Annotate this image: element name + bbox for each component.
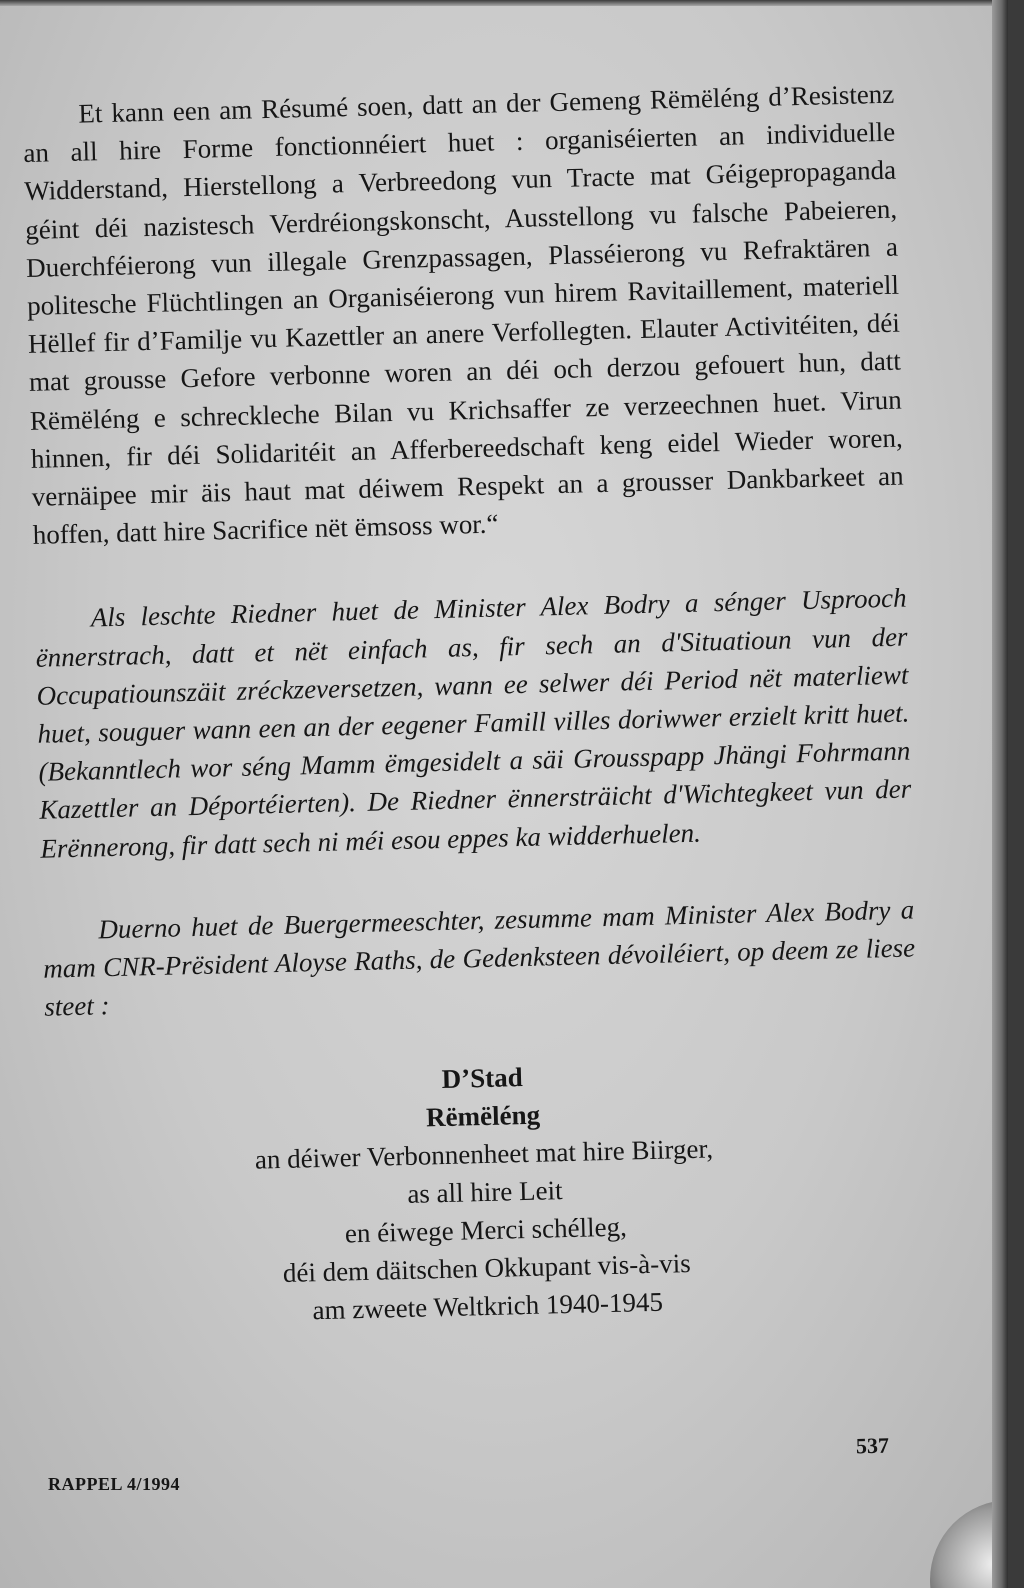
inscription-line: as all hire Leit: [406, 1175, 563, 1210]
inscription-line-town: D’Stad: [441, 1062, 523, 1095]
page-right-edge: [992, 0, 1008, 1588]
publication-source: RAPPEL 4/1994: [48, 1474, 181, 1494]
memorial-inscription: [46, 1049, 924, 1336]
page-top-edge: [0, 0, 1008, 6]
paragraph-resume: Et kann een am Résumé soen, datt an der Gemeng Rëmëléng d’Resistenz an all hire Forme fonctionnéiert huet : organiséierten an individuelle Widderstand, Hierstellong a Verbreedong vun Tracte mat Géigepropaganda géint déi nazistesch Verdréiongskonscht, Ausstellong vu falsche Pabeieren, Duerchféierong vun illegale Grenzpassagen, Plasséierong vu Refraktären a politesche Flüchtlingen an Organiséierong vun hirem Ravitaillement, materiell Hëllef fir d’Familje vu Kazettler an anere Verfollegten. Elauter Activitéiten, déi mat grousse Gefore verbonne woren an déi och derzou gefouert hun, datt Rëmëléng e schreckleche Bilan vu Krichsaffer ze verzeechnen huet. Virun hinnen, fir déi Solidaritéit an Afferbereedschaft keng eidel Wieder woren, vernäipee mir äis haut mat déiwem Respekt an a grousser Dankbarkeet an hoffen, datt hire Sacrifice nët ëmsoss wor.“: [23, 78, 904, 551]
inscription-line: am zweete Weltkrich 1940-1945: [312, 1287, 664, 1326]
paragraph-unveiling: Duerno huet de Buergermeeschter, zesumme mam Minister Alex Bodry a mam CNR-Prësident Aloyse Raths, de Gedenksteen dévoiléiert, op deem ze liese steet :: [42, 894, 916, 1022]
paragraph-minister-speech: Als leschte Riedner huet de Minister Alex Bodry a sénger Usprooch ënnerstrach, datt et nët einfach as, fir sech an d'Situatioun vun der Occupatiounszäit zréckzeversetzen, wann ee selwer déi Period nët materliewt huet, souguer wann een an der eegener Famill villes doriwwer erzielt kritt huet. (Bekanntlech wor séng Mamm ëmgesidelt a säi Grousspapp Jhängi Fohrmann Kazettler an Déportéierten). De Riedner ënnersträicht d'Wichtegkeet vun der Erënnerong, fir datt sech ni méi esou eppes ka widderhuelen.: [35, 582, 912, 864]
inscription-line: déi dem däitschen Okkupant vis-à-vis: [282, 1248, 692, 1289]
text-block: [22, 75, 924, 1336]
inscription-line-name: Rëmëléng: [425, 1100, 541, 1133]
inscription-line: an déiwer Verbonnenheet mat hire Biirger,: [254, 1133, 714, 1176]
page-number: 537: [855, 1432, 890, 1459]
inscription-line: en éiwege Merci schélleg,: [344, 1212, 628, 1249]
